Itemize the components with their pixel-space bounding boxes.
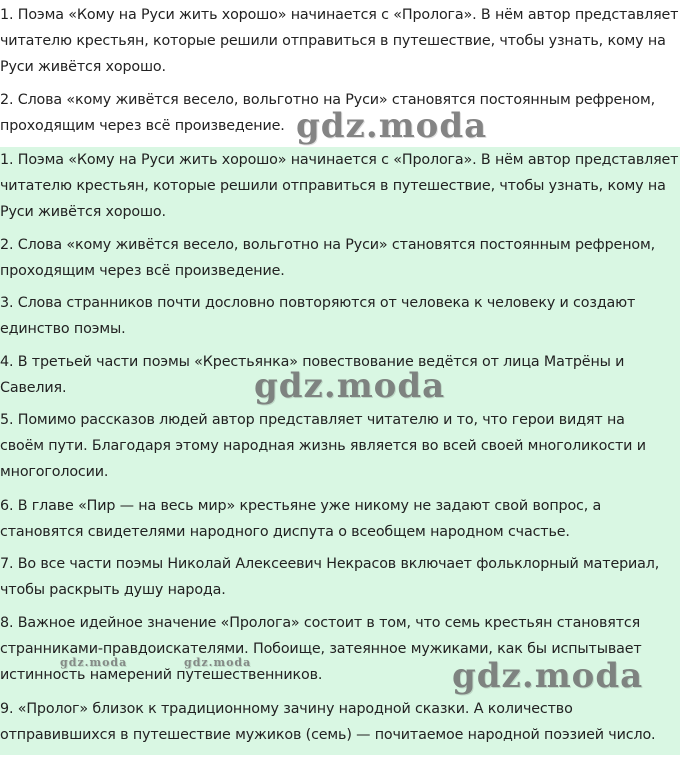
text-line: становятся свидетелями народного диспута о всеобщем народном счастье. (0, 524, 570, 540)
text-line: Руси живётся хорошо. (0, 204, 166, 220)
text-line: чтобы раскрыть душу народа. (0, 582, 226, 598)
text-line: отправившихся в путешествие мужиков (семь) — почитаемое народной поэзией число. (0, 727, 656, 743)
answer-paragraph-6 (0, 493, 680, 545)
top-paragraph-2 (0, 87, 680, 139)
text-line: 4. В третьей части поэмы «Крестьянка» повествование ведётся от лица Матрёны и (0, 354, 625, 370)
text-line: Руси живётся хорошо. (0, 59, 166, 75)
answer-paragraph-9 (0, 696, 680, 748)
text-line: 7. Во все части поэмы Николай Алексеевич Некрасов включает фольклорный материал, (0, 556, 660, 572)
text-line: своём пути. Благодаря этому народная жизнь является во всей своей многоликости и (0, 438, 646, 454)
text-line: читателю крестьян, которые решили отправиться в путешествие, чтобы узнать, кому на (0, 33, 666, 49)
text-line: 2. Слова «кому живётся весело, вольготно на Руси» становятся постоянным рефреном, (0, 92, 656, 108)
watermark-small: gdz.moda (60, 656, 128, 669)
answer-paragraph-8 (0, 610, 680, 688)
answer-paragraph-5 (0, 407, 680, 485)
watermark-logo: gdz.moda (254, 366, 446, 406)
text-line: 8. Важное идейное значение «Пролога» состоит в том, что семь крестьян становятся (0, 615, 641, 631)
answer-paragraph-2 (0, 232, 680, 284)
watermark-small: gdz.moda (184, 656, 252, 669)
text-line: 1. Поэма «Кому на Руси жить хорошо» начинается с «Пролога». В нём автор представляет (0, 152, 679, 168)
answer-paragraph-7 (0, 551, 680, 603)
text-line: странниками-правдоискателями. Побоище, затеянное мужиками, как бы испытывает (0, 641, 642, 657)
watermark-logo: gdz.moda (452, 656, 644, 696)
text-line: 2. Слова «кому живётся весело, вольготно на Руси» становятся постоянным рефреном, (0, 237, 656, 253)
top-paragraph-1 (0, 2, 680, 80)
text-line: 5. Помимо рассказов людей автор представляет читателю и то, что герои видят на (0, 412, 625, 428)
text-line: 1. Поэма «Кому на Руси жить хорошо» начинается с «Пролога». В нём автор представляет (0, 7, 679, 23)
watermark-logo: gdz.moda (296, 106, 488, 146)
text-line: многоголосии. (0, 464, 109, 480)
text-line: проходящим через всё произведение. (0, 263, 285, 279)
text-line: Савелия. (0, 380, 67, 396)
text-line: истинность намерений путешественников. (0, 667, 323, 683)
text-line: читателю крестьян, которые решили отправиться в путешествие, чтобы узнать, кому на (0, 178, 666, 194)
answer-paragraph-4 (0, 349, 680, 401)
answer-paragraph-3 (0, 290, 680, 342)
answer-paragraph-1 (0, 147, 680, 225)
text-line: проходящим через всё произведение. (0, 118, 285, 134)
text-line: 3. Слова странников почти дословно повторяются от человека к человеку и создают (0, 295, 636, 311)
text-line: единство поэмы. (0, 321, 126, 337)
text-line: 6. В главе «Пир — на весь мир» крестьяне уже никому не задают свой вопрос, а (0, 498, 602, 514)
text-line: 9. «Пролог» близок к традиционному зачину народной сказки. А количество (0, 701, 573, 717)
